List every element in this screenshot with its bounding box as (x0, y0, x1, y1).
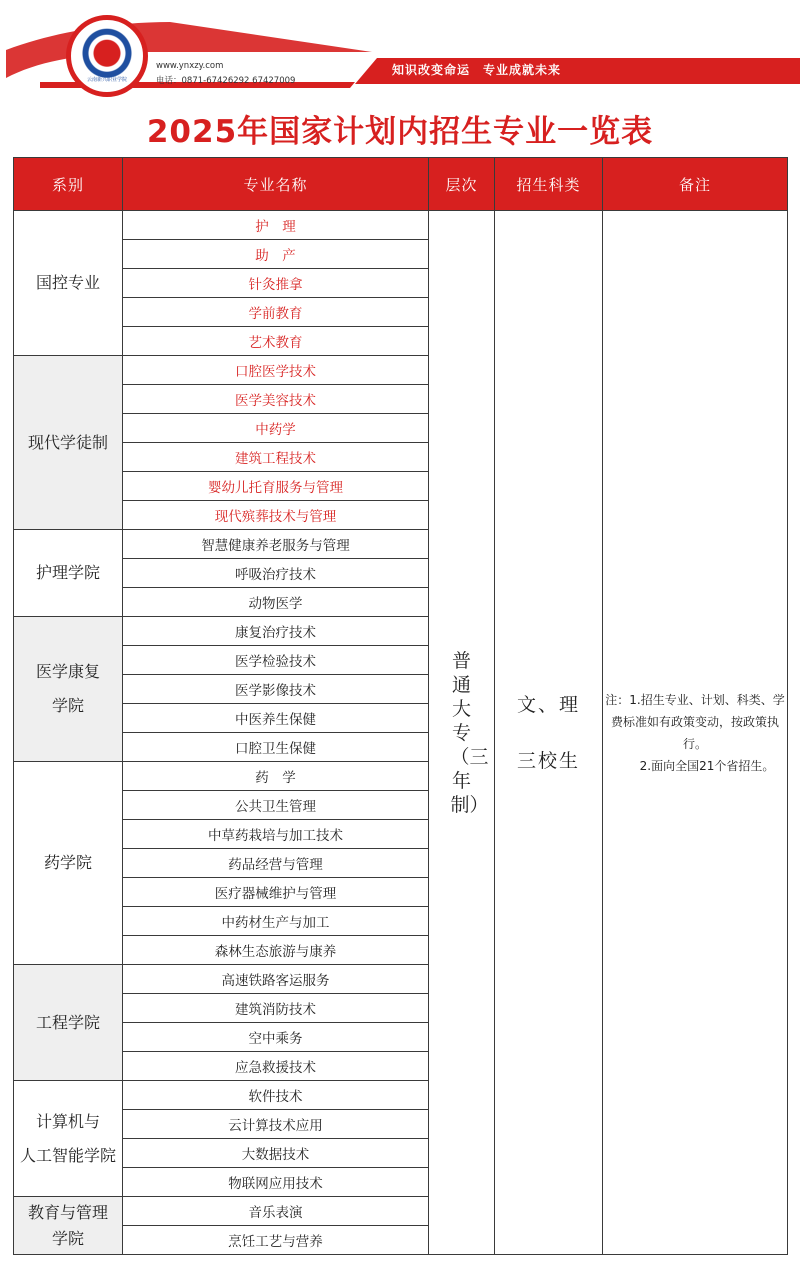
department-name-line-1: 计算机与 (35, 1111, 100, 1131)
department-cell: 现代学徒制 (14, 356, 123, 530)
level-text: 普通大专（三年制） (450, 649, 489, 816)
header-banner (0, 0, 800, 100)
major-cell: 口腔医学技术 (123, 356, 429, 385)
major-cell: 现代殡葬技术与管理 (123, 501, 429, 530)
website-text: www.ynxzy.com (156, 61, 224, 71)
major-cell: 口腔卫生保健 (123, 733, 429, 762)
major-cell: 医疗器械维护与管理 (123, 878, 429, 907)
major-cell: 中药学 (123, 414, 429, 443)
major-cell: 应急救援技术 (123, 1052, 429, 1081)
header-subject: 招生科类 (495, 158, 603, 211)
department-cell (14, 1081, 123, 1197)
note-line-2: 2.面向全国21个省招生。 (639, 758, 775, 773)
note-cell (603, 211, 788, 1255)
major-cell: 药 学 (123, 762, 429, 791)
table-row (14, 211, 788, 240)
major-cell: 物联网应用技术 (123, 1168, 429, 1197)
major-cell: 烹饪工艺与营养 (123, 1226, 429, 1255)
major-cell: 森林生态旅游与康养 (123, 936, 429, 965)
contact-info (156, 59, 295, 89)
major-cell: 软件技术 (123, 1081, 429, 1110)
major-cell: 针灸推拿 (123, 269, 429, 298)
major-cell: 医学检验技术 (123, 646, 429, 675)
major-cell: 婴幼儿托育服务与管理 (123, 472, 429, 501)
major-cell: 助 产 (123, 240, 429, 269)
major-cell: 中草药栽培与加工技术 (123, 820, 429, 849)
department-cell: 国控专业 (14, 211, 123, 356)
major-cell: 医学美容技术 (123, 385, 429, 414)
department-name-line-2: 人工智能学院 (19, 1145, 116, 1165)
major-cell: 动物医学 (123, 588, 429, 617)
level-cell (429, 211, 495, 1255)
major-cell: 药品经营与管理 (123, 849, 429, 878)
major-cell: 空中乘务 (123, 1023, 429, 1052)
major-cell: 高速铁路客运服务 (123, 965, 429, 994)
department-name-line-2: 学院 (51, 696, 84, 715)
school-logo (66, 15, 148, 97)
major-cell: 音乐表演 (123, 1197, 429, 1226)
header-department: 系别 (14, 158, 123, 211)
slogan-text: 知识改变命运 专业成就未来 (392, 63, 562, 77)
major-cell: 云计算技术应用 (123, 1110, 429, 1139)
major-cell: 建筑消防技术 (123, 994, 429, 1023)
major-cell: 护 理 (123, 211, 429, 240)
phone-text: 电话：0871-67426292 67427009 (156, 76, 296, 86)
header-major: 专业名称 (123, 158, 429, 211)
department-name-line-1: 医学康复 (35, 662, 100, 681)
major-cell: 大数据技术 (123, 1139, 429, 1168)
major-cell: 医学影像技术 (123, 675, 429, 704)
department-cell (14, 1197, 123, 1255)
page-title: 2025年国家计划内招生专业一览表 (146, 114, 654, 150)
note-line-1: 注：1.招生专业、计划、科类、学费标准如有政策变动，按政策执行。 (605, 692, 785, 751)
subject-line-2: 三校生 (516, 749, 580, 772)
major-cell: 中医养生保健 (123, 704, 429, 733)
table-header-row (14, 158, 788, 211)
department-cell (14, 617, 123, 762)
subject-line-1: 文、理 (516, 693, 580, 716)
department-name-line-1: 教育与管理 (27, 1202, 108, 1222)
majors-table (13, 157, 788, 1255)
header-note: 备注 (603, 158, 788, 211)
department-cell: 工程学院 (14, 965, 123, 1081)
major-cell: 呼吸治疗技术 (123, 559, 429, 588)
major-cell: 智慧健康养老服务与管理 (123, 530, 429, 559)
logo-text: 云南新兴职业学院 (86, 77, 127, 83)
department-cell: 药学院 (14, 762, 123, 965)
department-name-line-2: 学院 (51, 1228, 84, 1248)
header-level: 层次 (429, 158, 495, 211)
major-cell: 艺术教育 (123, 327, 429, 356)
major-cell: 学前教育 (123, 298, 429, 327)
major-cell: 中药材生产与加工 (123, 907, 429, 936)
subject-cell (495, 211, 603, 1255)
department-cell: 护理学院 (14, 530, 123, 617)
major-cell: 建筑工程技术 (123, 443, 429, 472)
major-cell: 康复治疗技术 (123, 617, 429, 646)
major-cell: 公共卫生管理 (123, 791, 429, 820)
